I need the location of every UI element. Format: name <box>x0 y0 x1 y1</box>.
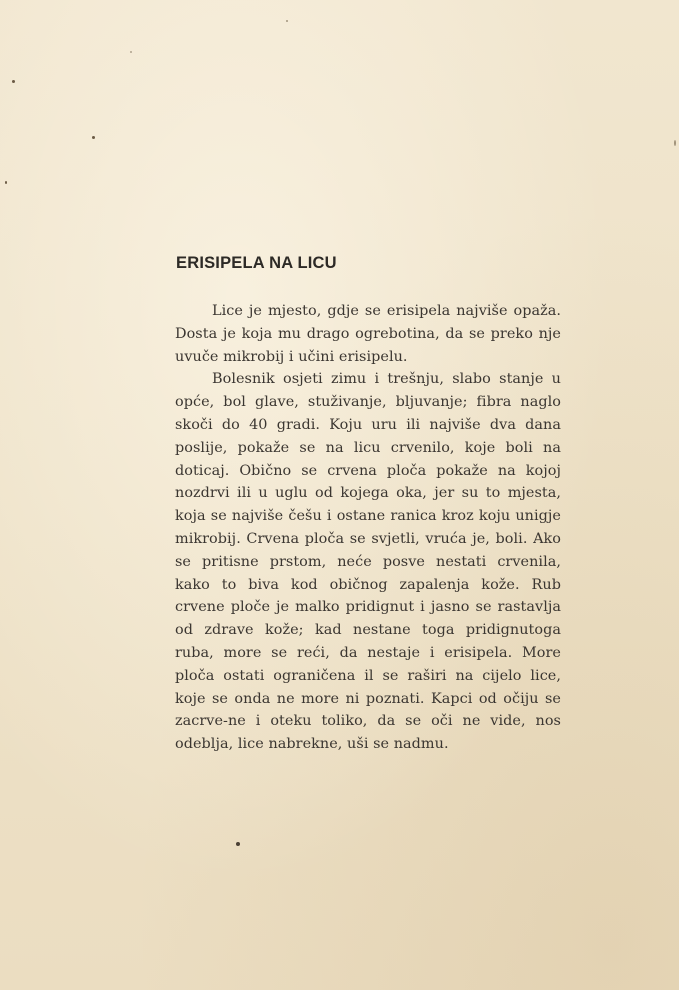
paragraph: Bolesnik osjeti zimu i trešnju, slabo stanje u opće, bol glave, stuživanje, bljuvanje; fibra naglo skoči do 40 gradi. Koju uru ili najviše dva dana poslije, pokaže se na licu crvenilo, koje boli na doticaj. Obično se crvena ploča pokaže na kojoj nozdrvi ili u uglu od kojega oka, jer su to mjesta, koja se najviše češu i ostane ranica kroz koju unigje mikrobij. Crvena ploča se svjetli, vruća je, boli. Ako se pritisne prstom, neće posve nestati crvenila, kako to biva kod običnog zapalenja kože. Rub crvene ploče je malko pridignut i jasno se rastavlja od zdrave kože; kad nestane toga pridignutoga ruba, more se reći, da nestaje i erisipela. More ploča ostati ograničena il se raširi na cijelo lice, koje se onda ne more ni poznati. Kapci od očiju se zacrve-ne i oteku toliko, da se oči ne vide, nos odeblja, lice nabrekne, uši se nadmu. <box>175 371 561 753</box>
ink-dot <box>236 842 240 846</box>
ink-speck <box>130 51 132 53</box>
ink-speck <box>5 181 7 184</box>
body-text <box>175 300 561 756</box>
ink-speck <box>286 20 288 22</box>
ink-speck <box>92 136 95 139</box>
ink-speck <box>674 140 676 146</box>
ink-speck <box>12 80 15 83</box>
paragraph: Lice je mjesto, gdje se erisipela najviše opaža. Dosta je koja mu drago ogrebotina, da se preko nje uvuče mikrobij i učini erisipelu. <box>175 303 561 365</box>
page-title: ERISIPELA NA LICU <box>176 254 337 272</box>
